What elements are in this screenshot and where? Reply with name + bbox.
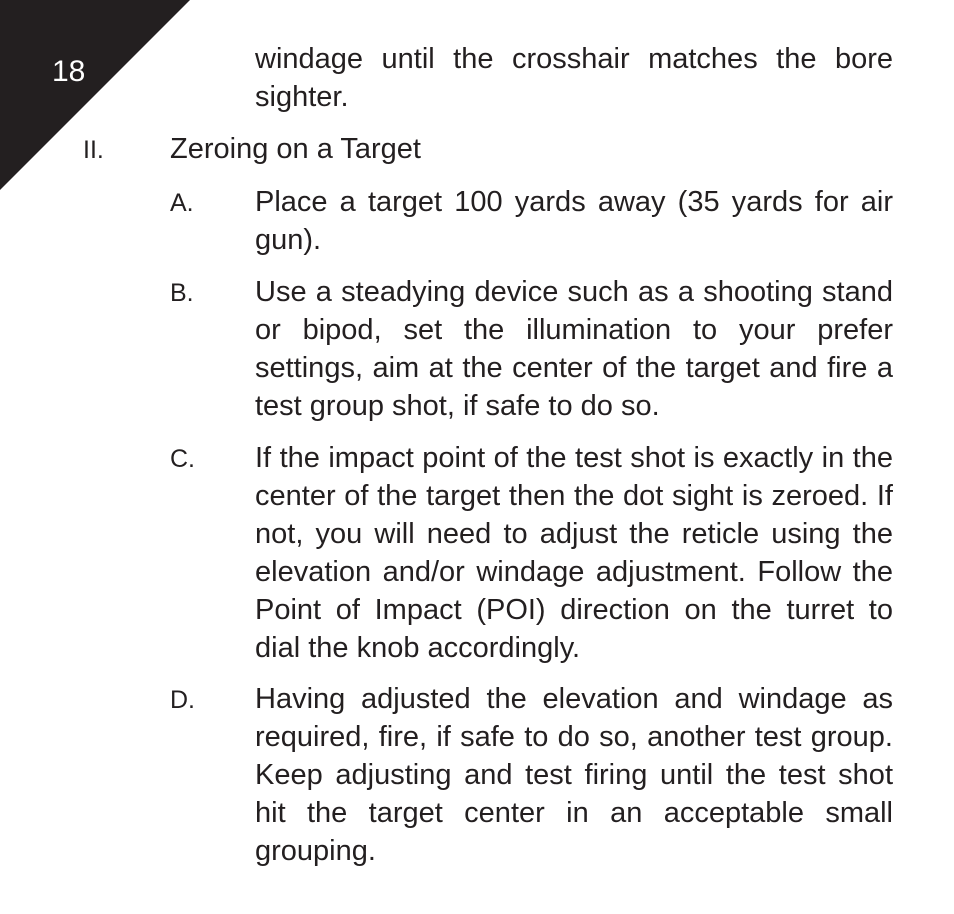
step-a-text: Place a target 100 yards away (35 yards for air gun). (255, 186, 893, 256)
page-number: 18 (52, 55, 86, 88)
step-b-label: B. (170, 279, 194, 307)
step-c-text: If the impact point of the test shot is exactly in the center of the target then the dot sight is zeroed. If not, you will need to adjust the reticle using the elevation and/or windage adjustment. Follow the Point of Impact (POI) direction on the turret to dial the knob accordingly. (255, 442, 893, 664)
section-heading: Zeroing on a Target (170, 133, 421, 165)
continuation-paragraph: windage until the crosshair matches the bore sighter. (255, 43, 893, 113)
section-numeral: II. (83, 136, 104, 164)
step-d-label: D. (170, 686, 195, 714)
step-b-text: Use a steadying device such as a shooting stand or bipod, set the illumination to your prefer settings, aim at the center of the target and fire a test group shot, if safe to do so. (255, 276, 893, 422)
step-a-label: A. (170, 189, 194, 217)
step-c-label: C. (170, 445, 195, 473)
step-d-text: Having adjusted the elevation and windage as required, fire, if safe to do so, another test group. Keep adjusting and test firing until the test shot hit the target center in an acceptable small grouping. (255, 683, 893, 867)
